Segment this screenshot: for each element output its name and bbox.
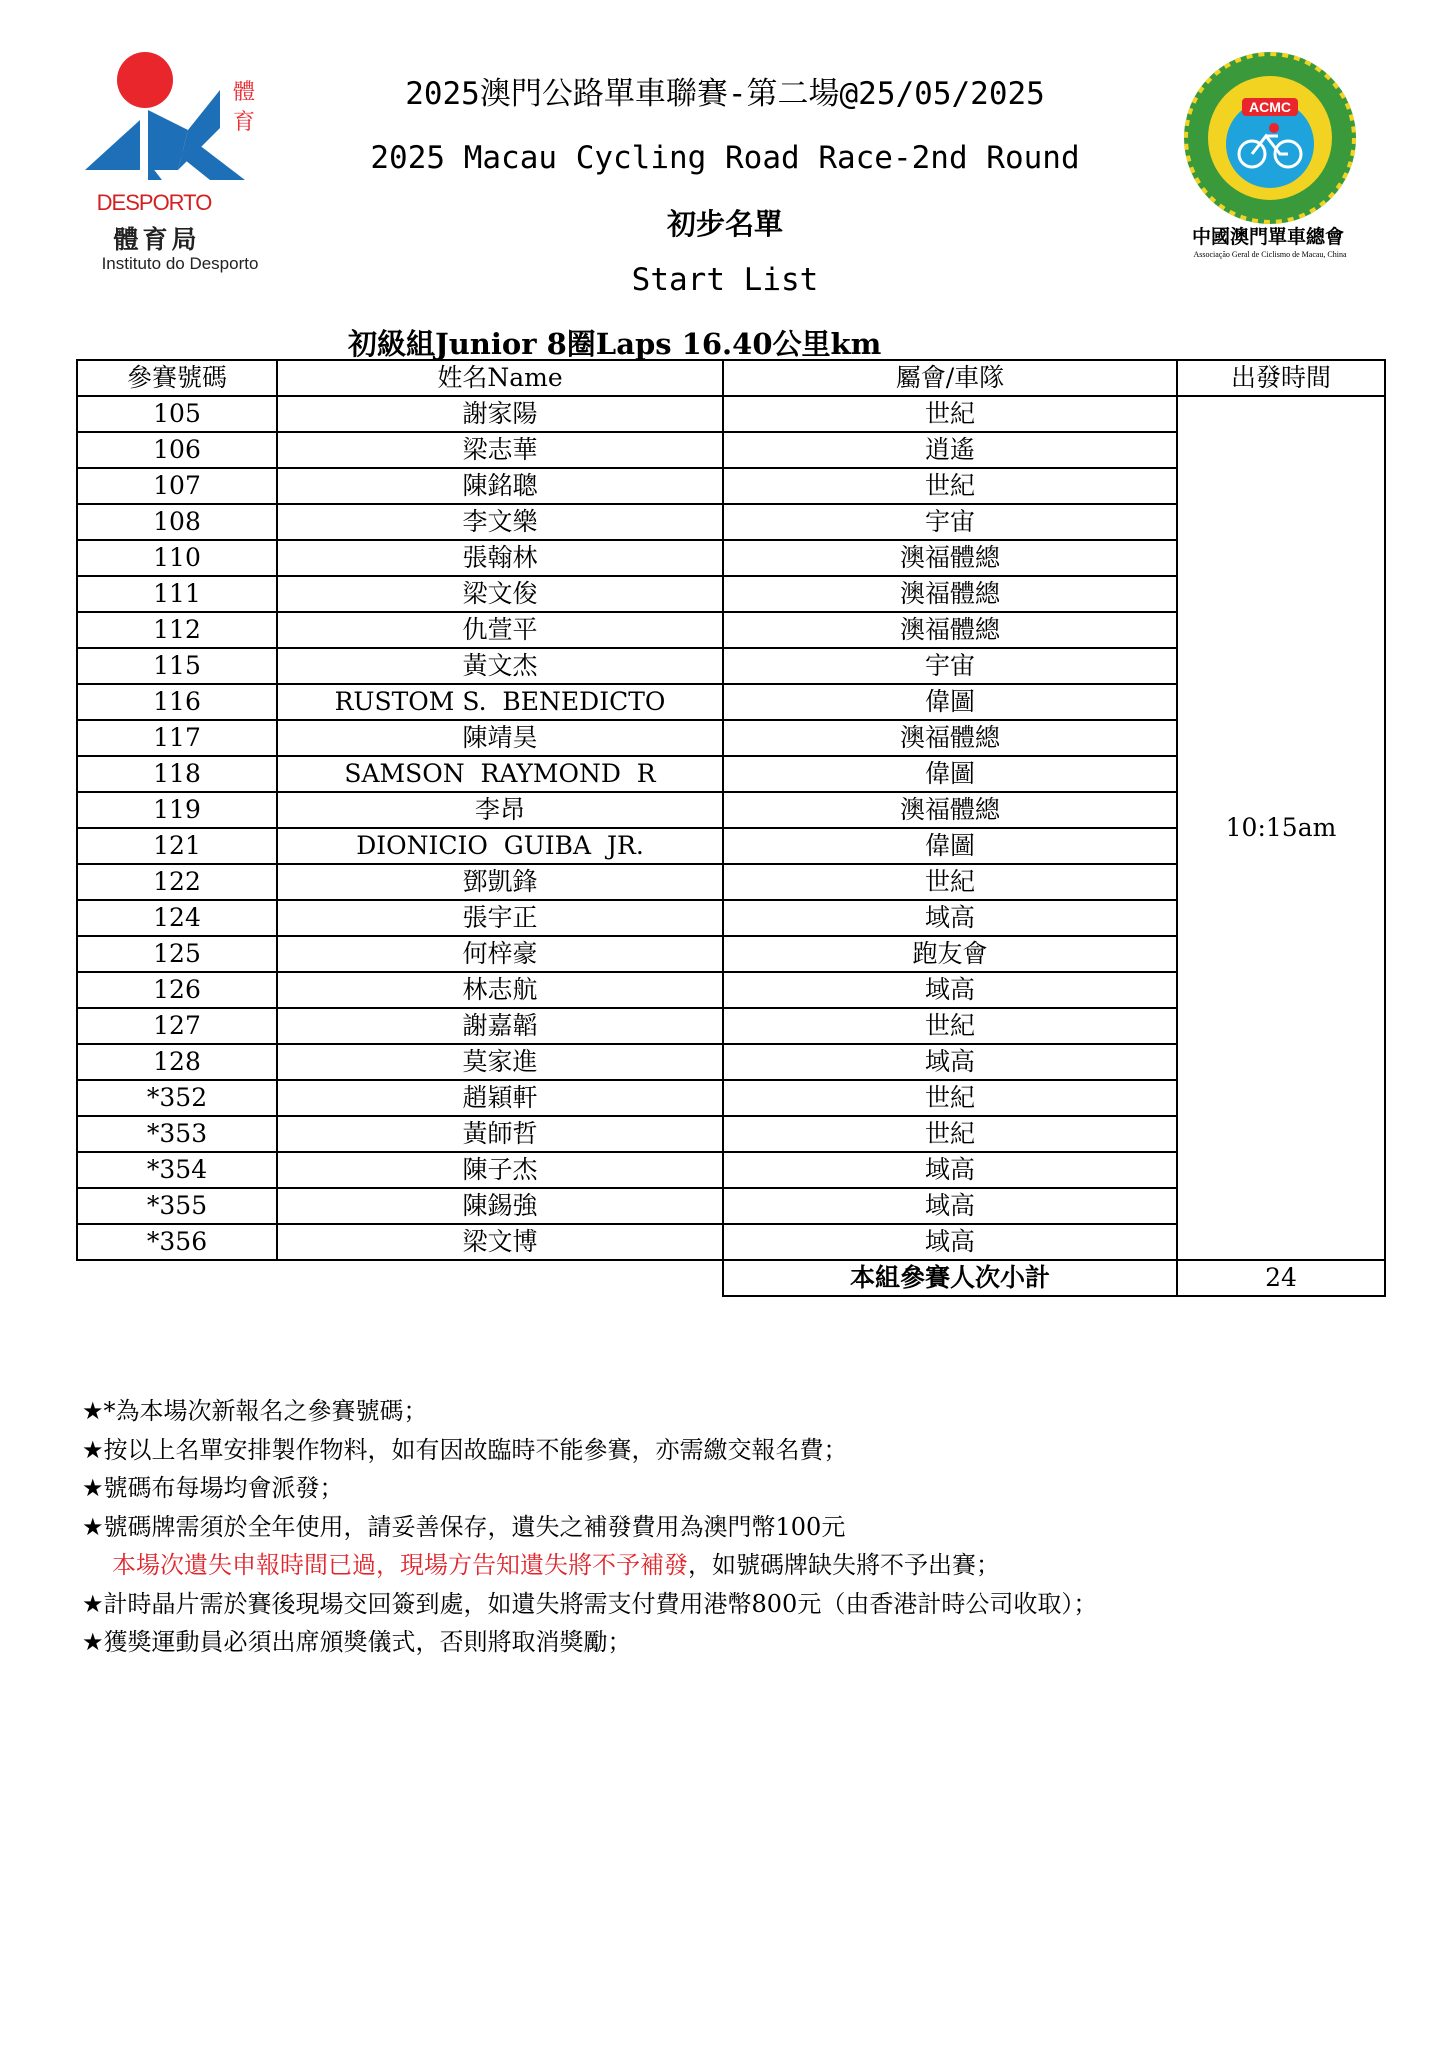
cell-number: 112 [77, 612, 277, 648]
note-red-line [82, 1546, 1382, 1585]
cell-team: 域高 [723, 972, 1177, 1008]
page-subtitle-en: Start List [631, 262, 819, 298]
cell-number: 121 [77, 828, 277, 864]
cell-team: 跑友會 [723, 936, 1177, 972]
cell-team: 偉圖 [723, 828, 1177, 864]
cell-number: 117 [77, 720, 277, 756]
cell-number: *353 [77, 1116, 277, 1152]
cell-name: 陳子杰 [277, 1152, 723, 1188]
cell-team: 域高 [723, 900, 1177, 936]
note-line [82, 1469, 1382, 1508]
col-header-name: 姓名Name [277, 360, 723, 396]
cell-name: 張宇正 [277, 900, 723, 936]
cell-number: *355 [77, 1188, 277, 1224]
star-icon: ★ [82, 1512, 104, 1541]
cell-team: 澳福體總 [723, 612, 1177, 648]
cell-name: 陳靖昊 [277, 720, 723, 756]
page-title-cn: 2025澳門公路單車聯賽-第二場@25/05/2025 [405, 76, 1045, 112]
note-text: 號碼布每場均會派發； [103, 1474, 344, 1502]
cell-team: 澳福體總 [723, 576, 1177, 612]
cell-team: 世紀 [723, 468, 1177, 504]
acmc-pt-name: Associação Geral de Ciclismo de Macau, China [1193, 250, 1347, 259]
cell-team: 偉圖 [723, 684, 1177, 720]
cell-team: 澳福體總 [723, 540, 1177, 576]
cell-name: 李昂 [277, 792, 723, 828]
cell-team: 宇宙 [723, 504, 1177, 540]
cell-number: 127 [77, 1008, 277, 1044]
desporto-cn-name: 體育局 [113, 225, 201, 254]
cell-team: 域高 [723, 1044, 1177, 1080]
cell-team: 世紀 [723, 1080, 1177, 1116]
table-header-row [77, 360, 1385, 396]
cell-number: *354 [77, 1152, 277, 1188]
cell-name: 梁志華 [277, 432, 723, 468]
cell-name: 梁文俊 [277, 576, 723, 612]
cell-number: 110 [77, 540, 277, 576]
cell-name: 趙穎軒 [277, 1080, 723, 1116]
cell-team: 域高 [723, 1224, 1177, 1260]
cell-number: 128 [77, 1044, 277, 1080]
col-header-start-time: 出發時間 [1177, 360, 1385, 396]
cell-name: 李文樂 [277, 504, 723, 540]
cell-number: 116 [77, 684, 277, 720]
cell-name: 鄧凱鋒 [277, 864, 723, 900]
acmc-badge-icon [1180, 48, 1360, 228]
summary-spacer [77, 1260, 723, 1296]
start-list-table [76, 359, 1386, 1297]
cell-team: 世紀 [723, 1116, 1177, 1152]
summary-label: 本組參賽人次小計 [723, 1260, 1177, 1296]
summary-row [77, 1260, 1385, 1296]
summary-count: 24 [1177, 1260, 1385, 1296]
page-title-en: 2025 Macau Cycling Road Race-2nd Round [370, 140, 1080, 176]
desporto-vertical-char-1: 體 [233, 80, 256, 105]
note-line [82, 1431, 1382, 1470]
cell-team: 域高 [723, 1152, 1177, 1188]
cell-name: 林志航 [277, 972, 723, 1008]
cell-name: 黃師哲 [277, 1116, 723, 1152]
cell-team: 域高 [723, 1188, 1177, 1224]
cell-number: *356 [77, 1224, 277, 1260]
desporto-pt-name: Instituto do Desporto [101, 254, 259, 273]
desporto-brand: DESPORTO [96, 190, 212, 215]
cell-team: 澳福體總 [723, 792, 1177, 828]
cell-number: 107 [77, 468, 277, 504]
cell-name: 謝嘉韜 [277, 1008, 723, 1044]
cell-team: 宇宙 [723, 648, 1177, 684]
cell-team: 逍遙 [723, 432, 1177, 468]
star-icon: ★ [82, 1397, 104, 1425]
cell-name: 謝家陽 [277, 396, 723, 432]
cell-name: 仇萱平 [277, 612, 723, 648]
cell-name: SAMSON RAYMOND R [277, 756, 723, 792]
note-red-text: 本場次遺失申報時間已過，現場方告知遺失將不予補發 [112, 1551, 688, 1579]
col-header-number: 參賽號碼 [77, 360, 277, 396]
note-line [82, 1392, 1382, 1431]
note-line [82, 1585, 1382, 1624]
cell-name: 黃文杰 [277, 648, 723, 684]
desporto-vertical-char-2: 育 [233, 110, 256, 135]
acmc-cn-name: 中國澳門單車總會 [1191, 226, 1344, 248]
note-text: 獲獎運動員必須出席頒獎儀式，否則將取消獎勵； [103, 1628, 632, 1656]
cell-number: 115 [77, 648, 277, 684]
cell-team: 世紀 [723, 864, 1177, 900]
note-red-tail: ，如號碼牌缺失將不予出賽； [688, 1551, 1000, 1579]
note-text: 按以上名單安排製作物料，如有因故臨時不能參賽，亦需繳交報名費； [103, 1435, 848, 1464]
note-line [82, 1623, 1382, 1662]
cell-number: 108 [77, 504, 277, 540]
cell-name: 陳銘聰 [277, 468, 723, 504]
star-icon: ★ [82, 1474, 104, 1502]
table-row [77, 396, 1385, 432]
acmc-badge-label: ACMC [1249, 99, 1291, 115]
cell-number: 111 [77, 576, 277, 612]
page-subtitle-cn: 初步名單 [666, 207, 783, 241]
cell-name: 莫家進 [277, 1044, 723, 1080]
cell-team: 世紀 [723, 396, 1177, 432]
cell-name: RUSTOM S. BENEDICTO [277, 684, 723, 720]
cell-number: 105 [77, 396, 277, 432]
star-icon: ★ [82, 1589, 104, 1618]
cell-number: *352 [77, 1080, 277, 1116]
cell-number: 124 [77, 900, 277, 936]
cell-name: 何梓豪 [277, 936, 723, 972]
cell-team: 偉圖 [723, 756, 1177, 792]
cell-name: 張翰林 [277, 540, 723, 576]
cell-number: 106 [77, 432, 277, 468]
note-line [82, 1508, 1382, 1547]
note-text: 計時晶片需於賽後現場交回簽到處，如遺失將需支付費用港幣800元（由香港計時公司收取）； [103, 1589, 1098, 1618]
cell-name: 陳錫強 [277, 1188, 723, 1224]
cell-number: 125 [77, 936, 277, 972]
cell-name: DIONICIO GUIBA JR. [277, 828, 723, 864]
group-title: 初級組Junior 8圈Laps 16.40公里km [348, 327, 882, 361]
cell-team: 世紀 [723, 1008, 1177, 1044]
cell-start-time: 10:15am [1177, 396, 1385, 1260]
cell-number: 122 [77, 864, 277, 900]
note-text: 號碼牌需須於全年使用，請妥善保存，遺失之補發費用為澳門幣100元 [103, 1512, 846, 1541]
cell-name: 梁文博 [277, 1224, 723, 1260]
cell-number: 126 [77, 972, 277, 1008]
notes-section [82, 1392, 1382, 1662]
star-icon: ★ [82, 1435, 104, 1464]
col-header-team: 屬會/車隊 [723, 360, 1177, 396]
note-text: *為本場次新報名之參賽號碼； [103, 1397, 428, 1425]
cell-team: 澳福體總 [723, 720, 1177, 756]
star-icon: ★ [82, 1628, 104, 1656]
cell-number: 119 [77, 792, 277, 828]
cell-number: 118 [77, 756, 277, 792]
